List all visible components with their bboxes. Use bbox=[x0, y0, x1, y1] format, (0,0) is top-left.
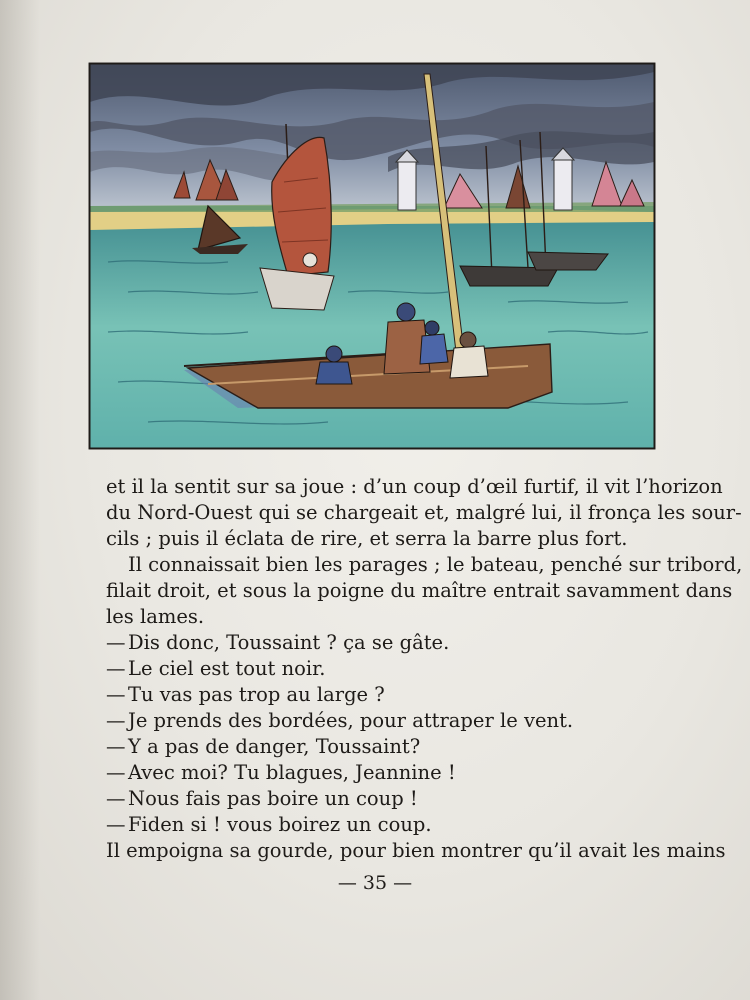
dialogue-dash: — bbox=[106, 787, 126, 810]
dialogue-line bbox=[106, 656, 672, 682]
dialogue-dash: — bbox=[106, 657, 126, 680]
text-line: du Nord-Ouest qui se chargeait et, malgré lui, il fronça les sour- bbox=[106, 501, 742, 524]
dialogue-line bbox=[106, 630, 672, 656]
text-line: Il connaissait bien les parages ; le bateau, penché sur tribord, bbox=[128, 553, 743, 576]
dialogue-line bbox=[106, 786, 672, 812]
dialogue-dash: — bbox=[106, 735, 126, 758]
dialogue-dash: — bbox=[106, 709, 126, 732]
dialogue-text: Y a pas de danger, Toussaint? bbox=[128, 735, 421, 758]
dialogue-text: Dis donc, Toussaint ? ça se gâte. bbox=[128, 631, 450, 654]
dialogue-dash: — bbox=[106, 631, 126, 654]
lighthouse-left bbox=[396, 150, 418, 210]
paragraph-1 bbox=[106, 474, 742, 552]
dialogue-dash: — bbox=[106, 683, 126, 706]
lighthouse-right bbox=[552, 148, 574, 210]
dialogue-dash: — bbox=[106, 761, 126, 784]
dialogue-text: Tu vas pas trop au large ? bbox=[128, 683, 385, 706]
dialogue-line bbox=[106, 682, 672, 708]
dialogue-line bbox=[106, 708, 672, 734]
dialogue-text: Je prends des bordées, pour attraper le vent. bbox=[128, 709, 574, 732]
body-text bbox=[106, 474, 743, 864]
page-gutter-shadow bbox=[0, 0, 40, 1000]
text-line: Il empoigna sa gourde, pour bien montrer qu’il avait les mains bbox=[106, 839, 726, 862]
paragraph-3 bbox=[106, 838, 726, 864]
page-number: — 35 — bbox=[337, 872, 413, 894]
dialogue-text: Le ciel est tout noir. bbox=[128, 657, 326, 680]
dialogue bbox=[106, 630, 672, 838]
text-line: et il la sentit sur sa joue : d’un coup d’œil furtif, il vit l’horizon bbox=[106, 475, 723, 498]
paragraph-2 bbox=[106, 552, 743, 630]
dialogue-dash: — bbox=[106, 813, 126, 836]
dialogue-line bbox=[106, 734, 672, 760]
text-line: les lames. bbox=[106, 605, 205, 628]
dialogue-line bbox=[106, 812, 672, 838]
sea bbox=[90, 206, 654, 448]
text-line: cils ; puis il éclata de rire, et serra la barre plus fort. bbox=[106, 527, 628, 550]
dialogue-text: Fiden si ! vous boirez un coup. bbox=[128, 813, 432, 836]
harbor-illustration bbox=[88, 62, 656, 450]
dialogue-text: Nous fais pas boire un coup ! bbox=[128, 787, 418, 810]
dialogue-text: Avec moi? Tu blagues, Jeannine ! bbox=[128, 761, 456, 784]
harbor-illustration-svg bbox=[88, 62, 656, 450]
text-line: filait droit, et sous la poigne du maître entrait savamment dans bbox=[106, 579, 733, 602]
dialogue-line bbox=[106, 760, 672, 786]
